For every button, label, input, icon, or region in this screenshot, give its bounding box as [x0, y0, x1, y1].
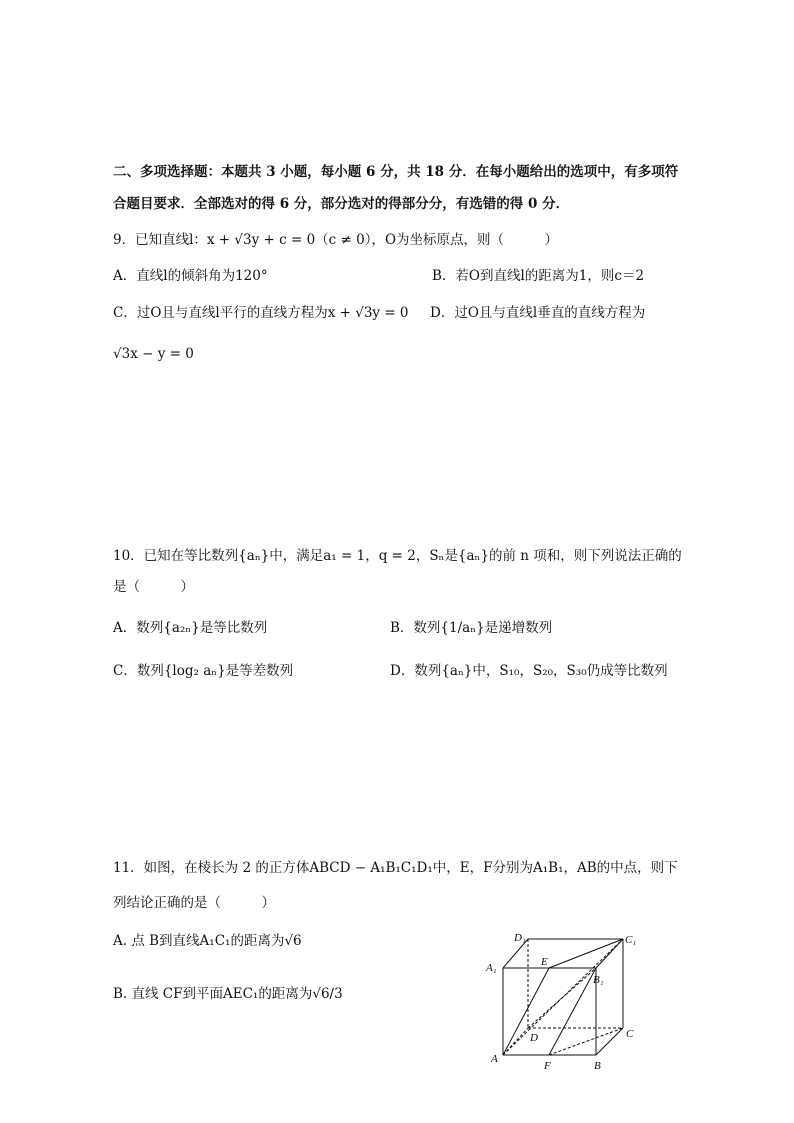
q10-option-a: A．数列{a₂ₙ}是等比数列 [113, 620, 268, 636]
label-d1: D₁ [514, 932, 526, 944]
segment-e-c1 [549, 939, 623, 968]
q9-option-d-continued: √3x − y = 0 [113, 346, 194, 362]
segment-d-b1 [528, 968, 596, 1028]
q11-option-b: B. 直线 CF到平面AEC₁的距离为√6/3 [113, 986, 343, 1002]
q9-stem: 9．已知直线l：x + √3y + c = 0（c ≠ 0），O为坐标原点，则（ ） [113, 232, 559, 248]
q10-stem-line1: 10．已知在等比数列{aₙ}中，满足a₁ = 1，q = 2，Sₙ是{aₙ}的前 n 项和，则下列说法正确的 [113, 548, 682, 564]
q9-option-d: D．过O且与直线l垂直的直线方程为 [430, 305, 646, 321]
q11-stem-line2: 列结论正确的是（ ） [113, 895, 275, 911]
edge-b-c [596, 1028, 623, 1055]
q10-stem-line2: 是（ ） [113, 579, 194, 595]
label-a: A [491, 1053, 498, 1065]
q9-option-a: A．直线l的倾斜角为120° [113, 268, 268, 284]
label-e: E [541, 956, 548, 968]
q11-stem-line1: 11．如图，在棱长为 2 的正方体ABCD − A₁B₁C₁D₁中，E，F分别为A₁B₁，AB的中点，则下 [113, 860, 678, 876]
label-f: F [544, 1060, 551, 1072]
section-header-line2: 合题目要求．全部选对的得 6 分，部分选对的得部分分，有选错的得 0 分． [113, 196, 570, 212]
q10-option-d: D．数列{aₙ}中，S₁₀，S₂₀，S₃₀仍成等比数列 [390, 663, 668, 679]
label-b: B [594, 1060, 601, 1072]
label-c1: C₁ [625, 934, 637, 946]
label-b1: B₁ [593, 974, 604, 986]
segment-f-b1 [549, 968, 596, 1055]
section-header-line1: 二、多项选择题：本题共 3 小题，每小题 6 分，共 18 分．在每小题给出的选项中，有多项符 [113, 164, 679, 180]
q10-option-b: B．数列{1/aₙ}是递增数列 [390, 620, 553, 636]
label-a1: A₁ [486, 962, 497, 974]
q11-option-a: A. 点 B到直线A₁C₁的距离为√6 [113, 933, 302, 949]
label-d: D [530, 1032, 538, 1044]
q9-option-c: C．过O且与直线l平行的直线方程为x + √3y = 0 [113, 305, 409, 321]
q9-option-b: B．若O到直线l的距离为1，则c＝2 [432, 268, 645, 284]
segment-a-e [503, 968, 549, 1055]
q10-option-c: C．数列{log₂ aₙ}是等差数列 [113, 663, 294, 679]
cube-figure [478, 925, 648, 1075]
label-c: C [626, 1028, 634, 1040]
segment-f-c [549, 1028, 623, 1055]
